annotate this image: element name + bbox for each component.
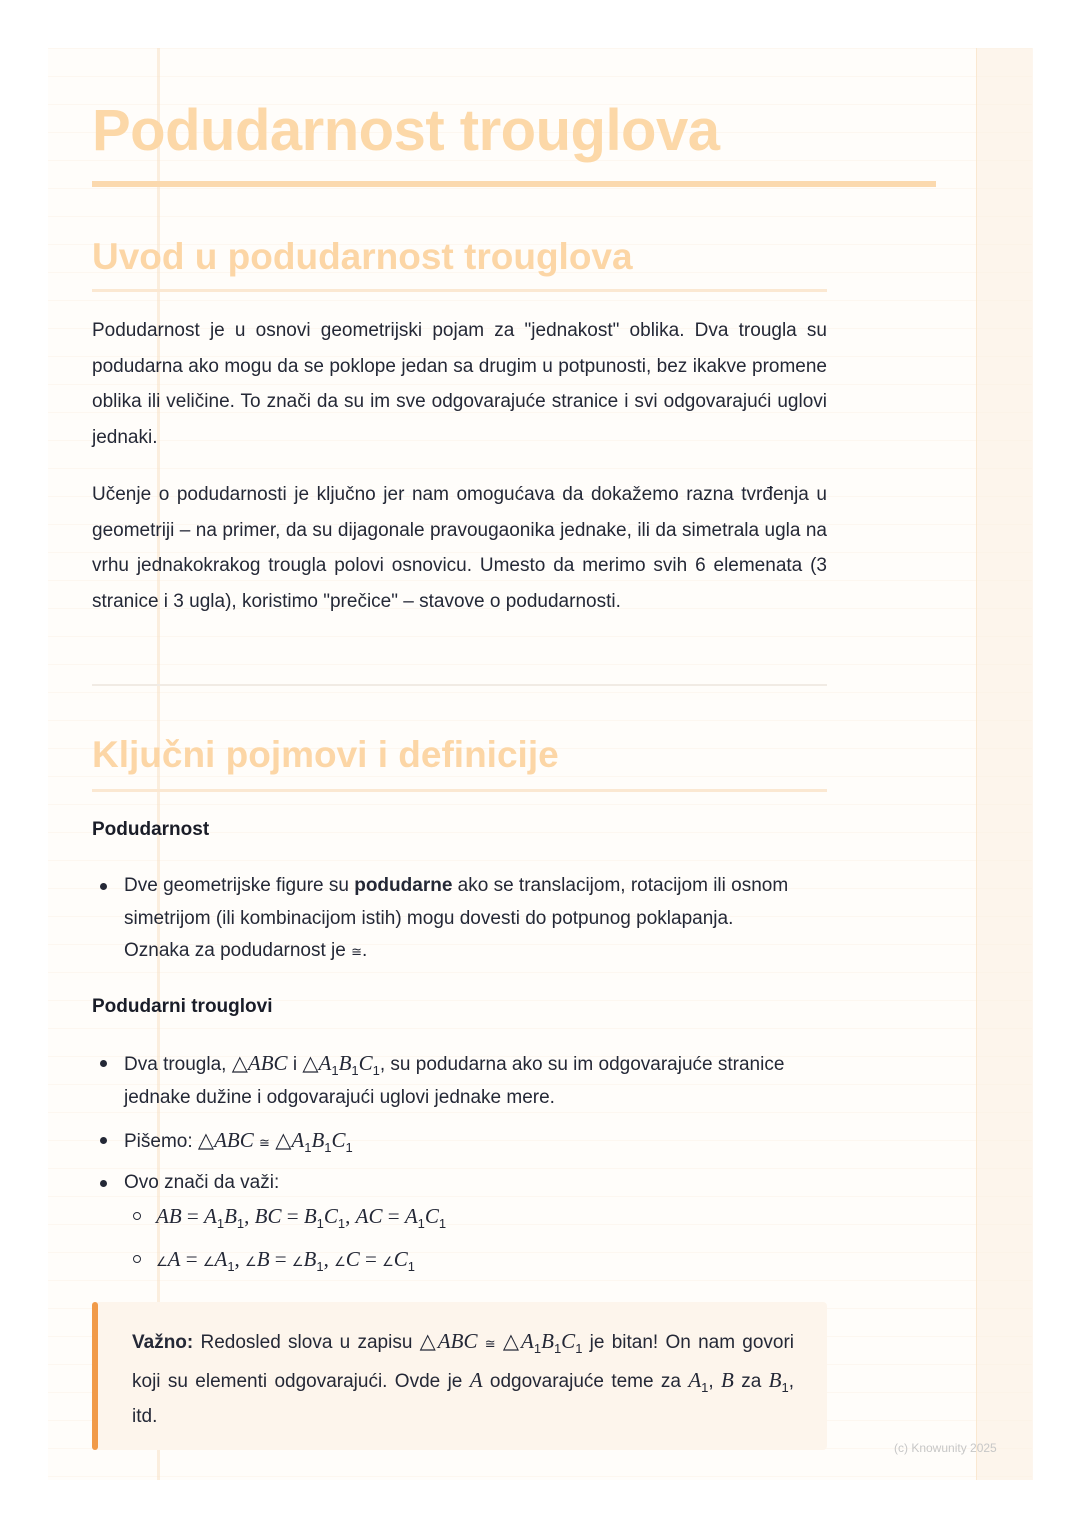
triangle-symbol: △ [502, 1329, 522, 1353]
math-var: C [358, 1051, 373, 1075]
bullet-text: . [362, 940, 368, 961]
list-item-triangles [124, 1047, 804, 1114]
section-heading-intro: Uvod u podudarnost trouglova [92, 236, 633, 277]
math-var: A [204, 1204, 217, 1228]
intro-paragraph-2: Učenje o podudarnosti je ključno jer nam omogućava da dokažemo razna tvrđenja u geometriji – na primer, da su dijagonale pravougaonika jednake, ili da simetrala ugla na vrhu jednakokrakog trougla polovi osnovicu. Umesto da merimo svih 6 elemenata (3 stranice i 3 ugla), koristimo "prečice" – stavove o podudarnosti. [92, 484, 827, 612]
math-segment: AC [355, 1204, 383, 1228]
subheading-podudarnost: Podudarnost [92, 819, 210, 840]
math-equals: = [180, 1247, 203, 1271]
math-subscript: 1 [227, 1258, 235, 1274]
math-separator: , [244, 1204, 255, 1228]
math-subscript: 1 [331, 1062, 339, 1078]
math-subscript: 1 [553, 1340, 562, 1356]
math-var: C [561, 1329, 576, 1353]
triangle-symbol: △ [275, 1128, 292, 1152]
sub-item-sides [156, 1201, 446, 1233]
callout-text-part: Redosled slova u zapisu [193, 1332, 420, 1353]
triangle-symbol: △ [231, 1051, 248, 1075]
sub-item-angles [156, 1244, 415, 1278]
angle-symbol: ∠ [382, 1255, 394, 1270]
math-equals: = [359, 1247, 383, 1271]
math-var: B [338, 1051, 352, 1075]
bullet-text: i [287, 1054, 303, 1075]
math-subscript: 1 [438, 1215, 447, 1231]
page-title: Podudarnost trouglova [92, 98, 720, 163]
math-subscript: 1 [351, 1062, 359, 1078]
math-separator: , [345, 1204, 356, 1228]
math-segment: AB [156, 1204, 182, 1228]
math-subscript: 1 [701, 1379, 709, 1395]
bullet-text: Dva trougla, [124, 1054, 232, 1075]
angle-symbol: ∠ [202, 1255, 215, 1270]
math-var: B [721, 1367, 734, 1392]
callout-text: Važno: Redosled slova u zapisu △ABC ≅ $\triangle A_1B_1C_1$ je bitan! On nam govori koji su elementi odgovarajući. Ovde je A odgovarajuće teme za $A_1$, B za $B_1$, itd. [132, 1329, 795, 1427]
math-subscript: 1 [316, 1258, 324, 1274]
math-separator: , [234, 1247, 246, 1271]
section-heading-definitions: Ključni pojmovi i definicije [92, 734, 559, 775]
math-subscript: 1 [372, 1062, 380, 1078]
intro-paragraph-1: Podudarnost je u osnovi geometrijski pojam za "jednakost" oblika. Dva trougla su podudarna ako mogu da se poklope jedan sa drugim u potpunosti, bez ikakve promene oblika ili veličine. To znači da su im sve odgovarajuće stranice i svi odgovarajući uglovi jednaki. [92, 320, 827, 448]
section-divider [92, 684, 827, 686]
math-var: A [404, 1204, 418, 1228]
section-heading-underline [92, 289, 827, 292]
callout-accent-bar [92, 1302, 98, 1450]
math-segment: BC [254, 1204, 282, 1228]
bullet-text: Ovo znači da važi: [124, 1172, 280, 1193]
math-var: B [311, 1128, 325, 1152]
important-callout [92, 1302, 827, 1450]
math-var: B [303, 1204, 317, 1228]
bullet-text: ako se translacijom, rotacijom ili osnom simetrijom (ili kombinacijom istih) mogu dovesti do potpunog poklapanja. Oznaka za podudarnost je [124, 875, 789, 961]
callout-text-part: je bitan! On nam govori koji su elementi odgovarajući. Ovde je [132, 1332, 795, 1392]
math-abc: ABC [437, 1329, 478, 1353]
bullet-text: Dve geometrijske figure su [124, 875, 355, 896]
math-subscript: 1 [316, 1215, 324, 1231]
math-var: A [469, 1367, 483, 1392]
math-var: A [214, 1247, 228, 1271]
math-var: A [167, 1247, 181, 1271]
list-item-implications [124, 1167, 804, 1200]
math-subscript: 1 [575, 1340, 583, 1356]
math-subscript: 1 [417, 1215, 425, 1231]
bullet-text: Pišemo: [124, 1131, 198, 1152]
triangle-symbol: △ [197, 1128, 215, 1152]
congruence-symbol: ≅ [259, 1136, 270, 1151]
math-var: A [521, 1329, 534, 1353]
copyright-footer: (c) Knowunity 2025 [894, 1441, 997, 1455]
congruence-symbol: ≅ [484, 1337, 496, 1352]
math-subscript: 1 [304, 1139, 312, 1155]
math-subscript: 1 [345, 1139, 353, 1155]
math-subscript: 1 [216, 1215, 225, 1231]
paper-right-strip [976, 48, 1033, 1480]
math-abc: ABC [247, 1051, 288, 1075]
section-heading-underline [92, 789, 827, 792]
math-var: C [323, 1204, 338, 1228]
math-var: C [424, 1204, 439, 1228]
callout-text-part: odgovarajuće teme za [482, 1370, 689, 1392]
math-var: B [768, 1367, 782, 1392]
math-subscript: 1 [781, 1379, 789, 1395]
math-var: C [393, 1247, 408, 1271]
callout-label: Važno: [132, 1332, 194, 1353]
math-var: C [331, 1128, 346, 1152]
math-subscript: 1 [337, 1215, 346, 1231]
math-var: C [345, 1247, 360, 1271]
math-var: B [256, 1247, 270, 1271]
congruence-symbol: ≅ [351, 945, 362, 960]
angle-symbol: ∠ [291, 1255, 304, 1270]
triangle-symbol: △ [302, 1051, 319, 1075]
math-equals: = [281, 1204, 304, 1228]
math-subscript: 1 [407, 1258, 416, 1274]
math-equals: = [181, 1204, 204, 1228]
bold-term: podudarne [354, 875, 453, 896]
math-subscript: 1 [236, 1215, 245, 1231]
math-var: B [541, 1329, 554, 1353]
list-item-definition [124, 870, 804, 970]
math-var: B [303, 1247, 317, 1271]
callout-text-part: za [733, 1370, 769, 1392]
math-var: B [224, 1204, 237, 1228]
callout-text-part: , itd. [132, 1370, 794, 1427]
subheading-podudarni-trouglovi: Podudarni trouglovi [92, 996, 273, 1017]
math-subscript: 1 [324, 1139, 332, 1155]
math-equals: = [269, 1247, 292, 1271]
math-var: A [318, 1051, 332, 1075]
title-underline [92, 181, 936, 187]
angle-symbol: ∠ [156, 1255, 168, 1270]
list-item-notation [124, 1124, 804, 1161]
math-abc: ABC [214, 1128, 254, 1152]
angle-symbol: ∠ [245, 1255, 257, 1270]
math-var: A [688, 1367, 702, 1392]
math-separator: , [323, 1247, 335, 1271]
math-subscript: 1 [533, 1340, 542, 1356]
math-var: A [291, 1128, 305, 1152]
triangle-symbol: △ [419, 1329, 438, 1353]
angle-symbol: ∠ [334, 1255, 346, 1270]
math-equals: = [382, 1204, 405, 1228]
bullet-text: , su podudarna ako su im odgovarajuće stranice jednake dužine i odgovarajući uglovi jednake mere. [124, 1054, 785, 1108]
